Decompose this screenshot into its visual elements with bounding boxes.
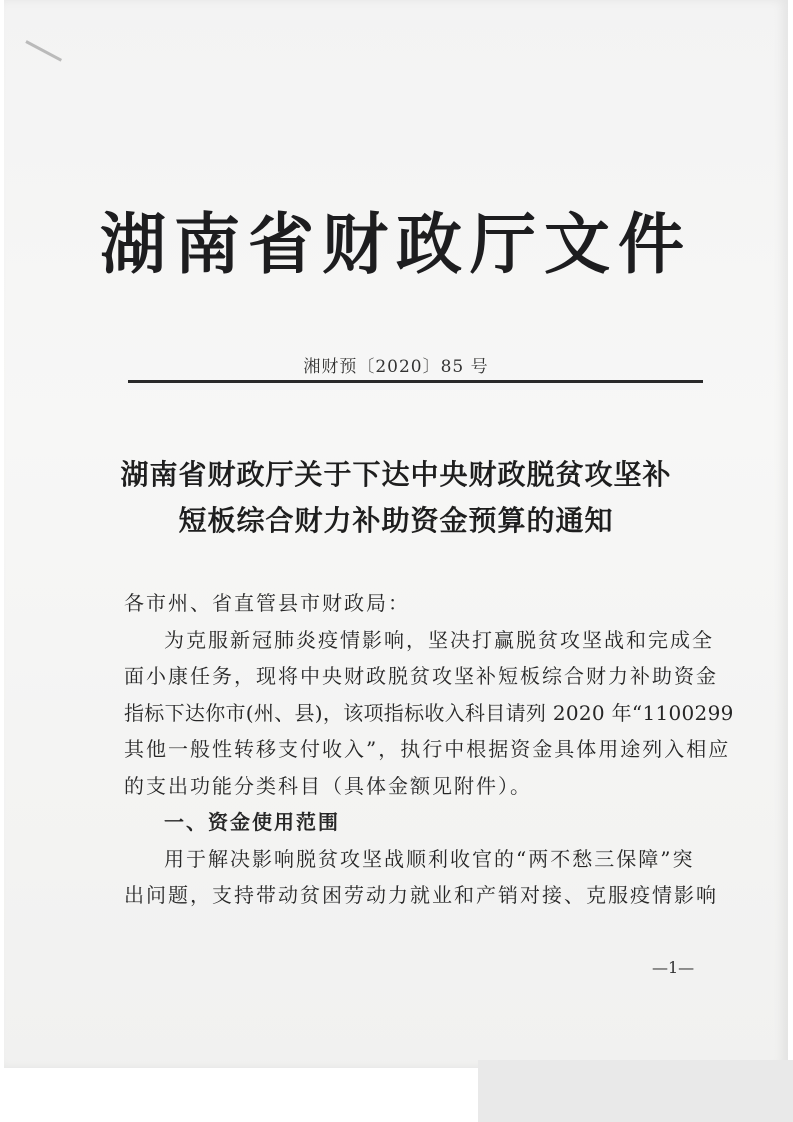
scan-background-corner bbox=[478, 1060, 793, 1122]
paragraph-line: 其他一般性转移支付收入”，执行中根据资金具体用途列入相应 bbox=[124, 737, 731, 761]
paragraph-line: 用于解决影响脱贫攻坚战顺利收官的“两不愁三保障”突 bbox=[164, 846, 695, 871]
paper-sheet bbox=[4, 0, 788, 1068]
notice-title-line: 湖南省财政厅关于下达中央财政脱贫攻坚补 bbox=[120, 458, 672, 491]
paragraph-line: 面小康任务，现将中央财政脱贫攻坚补短板综合财力补助资金 bbox=[124, 664, 718, 688]
paper-crease-mark bbox=[25, 40, 62, 61]
notice-title-line: 短板综合财力补助资金预算的通知 bbox=[178, 504, 614, 537]
document-body bbox=[124, 585, 734, 914]
paragraph-line: 出问题，支持带动贫困劳动力就业和产销对接、克服疫情影响 bbox=[124, 883, 718, 907]
section-heading: 一、资金使用范围 bbox=[164, 810, 340, 834]
document-header-title: 湖南省财政厅文件 bbox=[100, 205, 692, 283]
salutation: 各市州、省直管县市财政局： bbox=[124, 591, 410, 615]
document-number: 湘财预〔2020〕85 号 bbox=[303, 357, 489, 377]
paragraph-line: 为克服新冠肺炎疫情影响，坚决打赢脱贫攻坚战和完成全 bbox=[164, 627, 714, 652]
paragraph-line: 指标下达你市(州、县)，该项指标收入科目请列 2020 年“1100299 bbox=[124, 700, 734, 725]
paragraph-line: 的支出功能分类科目（具体金额见附件）。 bbox=[124, 773, 532, 798]
header-divider-line bbox=[128, 380, 703, 383]
notice-title bbox=[4, 452, 788, 544]
page-number: —1— bbox=[652, 958, 695, 977]
